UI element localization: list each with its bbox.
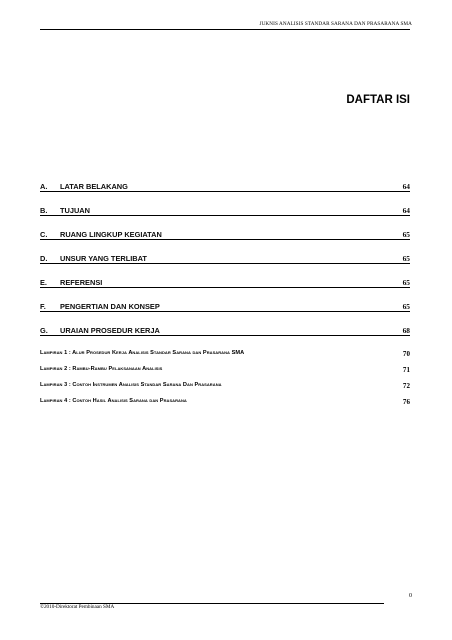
page-title: DAFTAR ISI: [346, 94, 410, 106]
toc-letter: B.: [40, 206, 48, 215]
toc-letter: G.: [40, 326, 48, 335]
toc-page: 68: [402, 326, 410, 335]
lampiran-label: Lampiran 1 : Alur Prosedur Kerja Analisis Standar Sarana dan Prasarana SMA: [40, 350, 245, 356]
toc-underline: [40, 239, 410, 240]
toc-entry-d[interactable]: [40, 254, 410, 264]
toc-label: LATAR BELAKANG: [60, 182, 128, 191]
toc-label: PENGERTIAN DAN KONSEP: [60, 302, 160, 311]
header-divider: [40, 29, 410, 30]
toc-underline: [40, 215, 410, 216]
toc-letter: F.: [40, 302, 46, 311]
lampiran-label: Lampiran 4 : Contoh Hasil Analisis Sarana dan Prasarana: [40, 398, 187, 404]
toc-page: 65: [402, 302, 410, 311]
lampiran-label: Lampiran 2 : Rambu-Rambu Pelaksanaan Analisis: [40, 366, 163, 372]
toc-entry-a[interactable]: [40, 182, 410, 192]
toc-letter: A.: [40, 182, 48, 191]
toc-underline: [40, 287, 410, 288]
toc-letter: D.: [40, 254, 48, 263]
lampiran-entry-2[interactable]: [40, 366, 410, 375]
toc-letter: C.: [40, 230, 48, 239]
toc-letter: E.: [40, 278, 47, 287]
lampiran-page: 76: [402, 398, 410, 406]
toc-underline: [40, 191, 410, 192]
toc-page: 65: [402, 254, 410, 263]
lampiran-page: 71: [402, 366, 410, 374]
lampiran-label: Lampiran 3 : Contoh Instrumen Analisis Standar Sarana Dan Prasarana: [40, 382, 222, 388]
toc-label: RUANG LINGKUP KEGIATAN: [60, 230, 162, 239]
toc-underline: [40, 335, 410, 336]
toc-underline: [40, 311, 410, 312]
toc-label: UNSUR YANG TERLIBAT: [60, 254, 147, 263]
toc-entry-b[interactable]: [40, 206, 410, 216]
page-number: 0: [409, 593, 412, 599]
toc-page: 64: [402, 206, 410, 215]
toc-page: 65: [402, 230, 410, 239]
footer-copyright: ©2010-Direktorat Pembinaan SMA: [40, 604, 115, 610]
toc-entry-e[interactable]: [40, 278, 410, 288]
lampiran-entry-4[interactable]: [40, 398, 410, 407]
lampiran-entry-3[interactable]: [40, 382, 410, 391]
toc-label: URAIAN PROSEDUR KERJA: [60, 326, 160, 335]
lampiran-entry-1[interactable]: [40, 350, 410, 359]
toc-label: TUJUAN: [60, 206, 90, 215]
toc-entry-g[interactable]: [40, 326, 410, 336]
toc-page: 65: [402, 278, 410, 287]
toc-entry-c[interactable]: [40, 230, 410, 240]
toc-page: 64: [402, 182, 410, 191]
toc-entry-f[interactable]: [40, 302, 410, 312]
toc-label: REFERENSI: [60, 278, 103, 287]
running-header: JUKNIS ANALISIS STANDAR SARANA DAN PRASARANA SMA: [259, 21, 412, 27]
lampiran-page: 70: [402, 350, 410, 358]
lampiran-page: 72: [402, 382, 410, 390]
toc-underline: [40, 263, 410, 264]
